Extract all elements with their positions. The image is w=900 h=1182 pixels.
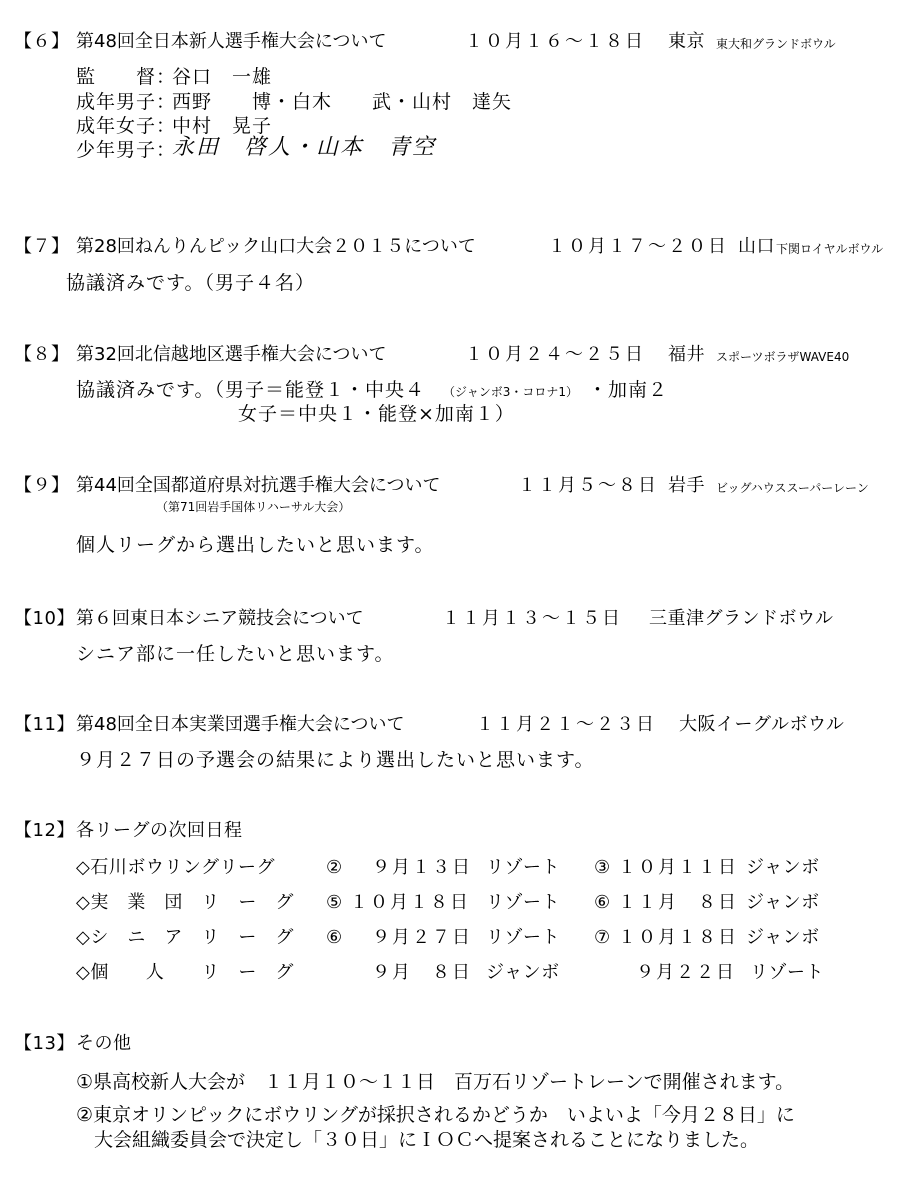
section-8-date: １０月２４～２５日 [465,344,645,365]
section-7-venue: 下関ロイヤルボウル [776,242,884,256]
next-date: ９月１３日 [372,857,472,878]
section-7-place: 山口 [738,236,775,257]
next-date: ９月 ８日 [372,962,472,983]
next-date-2: ９月２２日 [636,962,736,983]
role-women: 成年女子： [76,115,177,137]
section-10-body: シニア部に一任したいと思います。 [76,643,395,665]
league-name: ◇個 人 リ ー グ [76,962,294,983]
section-11-body: ９月２７日の予選会の結果により選出したいと思います。 [76,749,595,771]
section-8-body-a: 協議済みです。（男子＝能登１・中央４ [76,379,425,401]
section-8-title: 第32回北信越地区選手権大会について [76,344,387,365]
round-number: ⑥ [326,927,343,948]
next-date-2: １０月１１日 [618,857,738,878]
section-6-venue: 東大和グランドボウル [716,37,836,51]
section-10-number: 【10】 [14,608,75,629]
section-13-item-2a: ②東京オリンピックにボウリングが採択されるかどうか いよいよ「今月２８日」に [76,1104,795,1126]
section-11-title: 第48回全日本実業団選手権大会について [76,714,405,735]
women-names: 中村 晃子 [172,115,273,137]
section-10-title: 第６回東日本シニア競技会について [76,608,364,629]
section-6-number: 【６】 [14,31,70,52]
section-11-date: １１月２１～２３日 [476,714,656,735]
next-venue: リゾート [486,892,560,913]
next-venue-2: ジャンボ [746,857,820,878]
section-11-number: 【11】 [14,714,75,735]
men-names: 西野 博・白木 武・山村 達矢 [172,91,513,113]
next-venue: ジャンボ [486,962,560,983]
coach-names: 谷口 一雄 [172,66,273,88]
round-number: ⑤ [326,892,343,913]
round-number-2: ⑥ [594,892,611,913]
section-7-number: 【７】 [14,236,70,257]
round-number-2: ③ [594,857,611,878]
league-name: ◇シ ニ ア リ ー グ [76,927,294,948]
section-12-number: 【12】 [14,820,75,841]
section-9-place: 岩手 [668,475,705,496]
section-10-venue: 三重津グランドボウル [649,608,834,629]
section-8-body-2: 女子＝中央１・能登×加南１） [238,403,515,425]
section-11-venue: 大阪イーグルボウル [679,714,845,735]
section-9-date: １１月５～８日 [518,475,658,496]
section-7-body: 協議済みです。（男子４名） [66,272,315,294]
youth-names-handwritten: 永田 啓人・山本 青空 [172,135,437,160]
next-date-2: １０月１８日 [618,927,738,948]
next-venue-2: ジャンボ [746,927,820,948]
section-9-subtitle: （第71回岩手国体リハーサル大会） [156,500,351,514]
round-number: ② [326,857,343,878]
section-10-date: １１月１３～１５日 [442,608,622,629]
next-date-2: １１月 ８日 [618,892,738,913]
role-youth: 少年男子： [76,139,177,161]
section-13-item-1: ①県高校新人大会が １１月１０～１１日 百万石リゾートレーンで開催されます。 [76,1071,795,1093]
section-6-title: 第48回全日本新人選手権大会について [76,31,387,52]
section-6-place: 東京 [668,31,705,52]
section-8-place: 福井 [668,344,705,365]
section-8-body-small: （ジャンボ3・コロナ1） [443,385,579,399]
next-venue-2: リゾート [750,962,824,983]
section-7-date: １０月１７～２０日 [548,236,728,257]
next-venue: リゾート [486,857,560,878]
section-13-title: その他 [76,1033,132,1054]
section-13-number: 【13】 [14,1033,75,1054]
section-9-venue: ビッグハウススーパーレーン [716,481,869,495]
next-date: ９月２７日 [372,927,472,948]
section-6-date: １０月１６～１８日 [465,31,645,52]
next-date: １０月１８日 [350,892,470,913]
league-name: ◇石川ボウリングリーグ [76,857,275,878]
section-9-number: 【９】 [14,475,70,496]
section-9-title: 第44回全国都道府県対抗選手権大会について [76,475,441,496]
round-number-2: ⑦ [594,927,611,948]
section-9-body: 個人リーグから選出したいと思います。 [76,534,435,556]
role-men: 成年男子： [76,91,177,113]
section-13-item-2b: 大会組織委員会で決定し「３０日」にＩＯＣへ提案されることになりました。 [94,1129,760,1151]
section-8-number: 【８】 [14,344,70,365]
section-8-venue: スポーツボラザWAVE40 [716,350,850,364]
next-venue-2: ジャンボ [746,892,820,913]
section-8-body-b: ・加南２ [588,379,669,401]
section-7-title: 第28回ねんりんピック山口大会２０１５について [76,236,476,257]
league-name: ◇実 業 団 リ ー グ [76,892,294,913]
role-coach: 監 督： [76,66,177,88]
next-venue: リゾート [486,927,560,948]
section-12-title: 各リーグの次回日程 [76,820,243,841]
